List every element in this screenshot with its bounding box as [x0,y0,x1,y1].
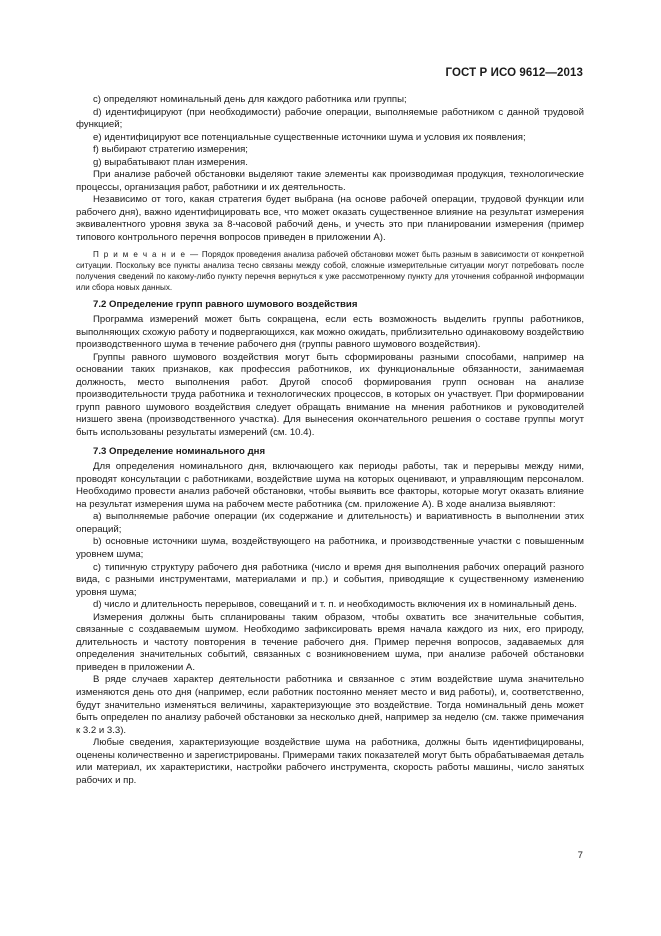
paragraph: Измерения должны быть спланированы таким образом, чтобы охватить все значительные события, связанные с создаваемым шумом. Необходимо зафиксировать время начала каждого из них, его природу, длительность и частоту повторения в течение рабочего дня. Пример перечня вопросов, задаваемых для определения значительных событий, связанных с возникновением шума, при анализе рабочей обстановки приведен в приложении А. [76,611,584,673]
paragraph: Любые сведения, характеризующие воздействие шума на работника, должны быть идентифицированы, оценены количественно и зарегистрированы. Примерами таких показателей могут быть обрабатываемая деталь или материал, их характеристики, настройки рабочего инструмента, скорость работы машины, число занятых рабочих и пр. [76,737,584,786]
paragraph: Независимо от того, какая стратегия будет выбрана (на основе рабочей операции, трудовой функции или рабочего дня), важно идентифицировать все, что может оказать существенное влияние на результат измерения эквивалентного уровня звука за 8-часовой рабочий день, и учесть это при планировании измерения (пример типового контрольного перечня вопросов приведен в приложении А). [76,194,584,244]
document-header: ГОСТ Р ИСО 9612—2013 [445,67,583,79]
document-body [76,94,584,787]
paragraph: В ряде случаев характер деятельности работника и связанное с этим воздействие шума значительно изменяются день ото дня (например, если работник постоянно меняет место и вид работы), и, соответственно, будут значительно изменяться величины, характеризующие это воздействие. Тогда номинальный день может быть определен по анализу рабочей обстановки за несколько дней, например за неделю (см. также примечания к 3.2 и 3.3). [76,674,584,736]
paragraph: Группы равного шумового воздействия могут быть сформированы разными способами, например на основании таких признаков, как профессия работников, их функциональные обязанности, занимаемая должность, место выполнения работ. Другой способ формирования групп основан на анализе производительности труда работника и технологических процессов, в которых он участвует. При формировании групп равного шумового воздействия следует обращать внимание на мнения работников и руководителей низшего звена (производственного участка). Для вынесения окончательного решения о составе группы могут быть использованы результаты измерений (см. 10.4). [76,351,584,439]
list-item-f: f) выбирают стратегию измерения; [93,144,248,156]
paragraph: Программа измерений может быть сокращена, если есть возможность выделить группы работников, выполняющих схожую работу и подвергающихся, как можно ожидать, приблизительно одинаковому воздействию производственного шума в течение рабочего дня (группы равного шумового воздействия). [76,314,584,351]
note-text: Порядок проведения анализа рабочей обстановки может быть разным в зависимости от конкретной ситуации. Поскольку все пункты анализа тесно связаны между собой, сложные измерительные ситуации могут потребовать после получения сведений по какому-либо пункту перечня вернуться к уже рассмотренному пункту для уточнения собранной информации или сбора новых данных. [76,249,584,292]
list-item-d: d) идентифицируют (при необходимости) рабочие операции, выполняемые работником с данной трудовой функцией; [76,106,584,131]
list-item-c: c) определяют номинальный день для каждого работника или группы; [93,94,407,105]
list-item-a: a) выполняемые рабочие операции (их содержание и длительность) и вариативность в выполнении этих операций; [76,511,584,535]
list-item-g: g) вырабатывают план измерения. [93,156,248,168]
paragraph: Для определения номинального дня, включающего как периоды работы, так и перерывы между ними, проводят консультации с работниками, воздействие шума на которых оценивают, и управляющим персоналом. Необходимо провести анализ рабочей обстановки, чтобы выявить все факторы, которые могут оказать влияние на результат измерения шума на рабочем месте работника (см. приложение А). В ходе анализа выявляют: [76,461,584,510]
list-item-d: d) число и длительность перерывов, совещаний и т. п. и необходимость включения их в номинальный день. [93,599,577,611]
list-item-b: b) основные источники шума, воздействующего на работника, и производственные участки с повышенным уровнем шума; [76,536,584,560]
paragraph: При анализе рабочей обстановки выделяют такие элементы как производимая продукция, технологические процессы, организация работ, работники и их деятельность. [76,169,584,193]
section-heading-7-3: 7.3 Определение номинального дня [93,445,266,457]
section-heading-7-2: 7.2 Определение групп равного шумового воздействия [93,298,358,310]
list-item-c: c) типичную структуру рабочего дня работника (число и время дня выполнения рабочих операций разного вида, с разными инструментами, материалами и пр.) и события, приводящие к существенному изменению уровня шума; [76,561,584,598]
page-number: 7 [577,850,583,861]
note-label: П р и м е ч а н и е — [93,249,200,259]
list-item-e: e) идентифицируют все потенциальные существенные источники шума и условия их появления; [93,131,526,143]
note [76,249,584,293]
